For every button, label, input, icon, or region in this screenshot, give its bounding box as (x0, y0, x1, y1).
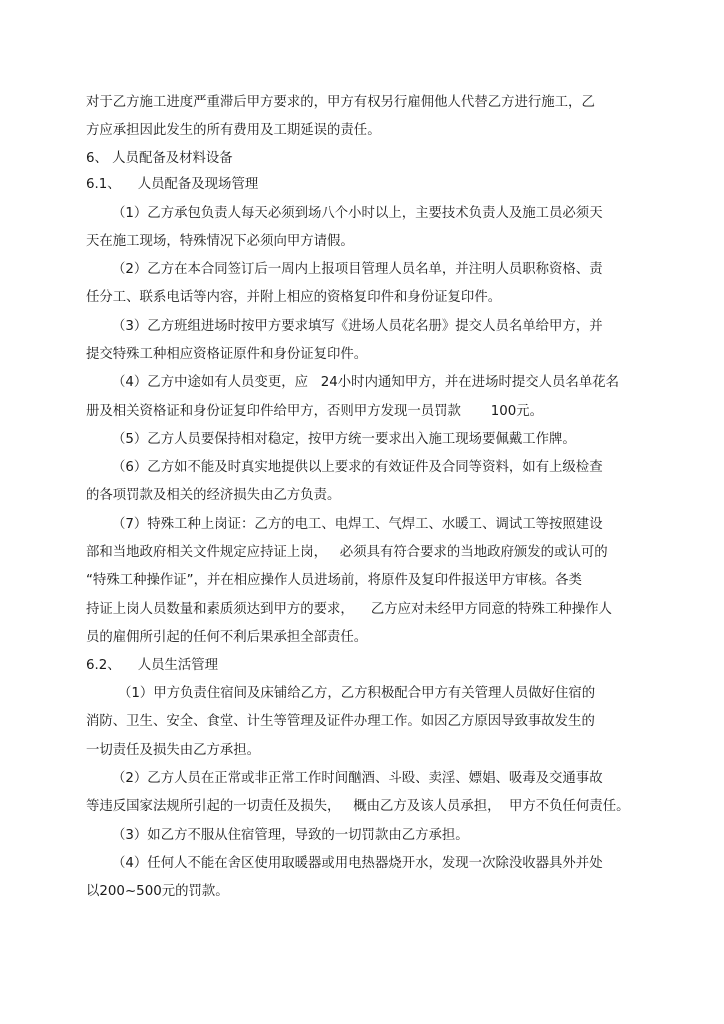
paragraph-line: 等违反国家法规所引起的一切责任及损失， 概由乙方及该人员承担， 甲方不负任何责任。 (86, 799, 630, 814)
paragraph-line: （5）乙方人员要保持相对稳定，按甲方统一要求出入施工现场要佩戴工作牌。 (112, 432, 576, 447)
paragraph-line: （6）乙方如不能及时真实地提供以上要求的有效证件及合同等资料，如有上级检查 (112, 460, 603, 475)
section-heading: 6、 人员配备及材料设备 (86, 151, 233, 166)
paragraph-line: 员的雇佣所引起的任何不利后果承担全部责任。 (86, 630, 368, 645)
paragraph-line: 以200~500元的罚款。 (86, 884, 229, 899)
paragraph-line: （2）乙方人员在正常或非正常工作时间酗酒、斗殴、卖淫、嫖娼、吸毒及交通事故 (112, 771, 603, 786)
paragraph-line: 天在施工现场，特殊情况下必须向甲方请假。 (86, 234, 354, 249)
paragraph-line: （1）乙方承包负责人每天必须到场八个小时以上，主要技术负责人及施工员必须天 (112, 206, 603, 221)
paragraph-line: 持证上岗人员数量和素质须达到甲方的要求， 乙方应对未经甲方同意的特殊工种操作人 (86, 602, 612, 617)
paragraph-line: 方应承担因此发生的所有费用及工期延误的责任。 (86, 123, 381, 138)
subsection-heading: 6.1、 人员配备及现场管理 (86, 177, 259, 192)
paragraph-line: （4）任何人不能在舍区使用取暖器或用电热器烧开水，发现一次除没收器具外并处 (112, 856, 603, 871)
paragraph-line: “特殊工种操作证”，并在相应操作人员进场前，将原件及复印件报送甲方审核。各类 (86, 573, 582, 588)
paragraph-line: （2）乙方在本合同签订后一周内上报项目管理人员名单，并注明人员职称资格、责 (112, 262, 603, 277)
paragraph-line: 消防、卫生、安全、食堂、计生等管理及证件办理工作。如因乙方原因导致事故发生的 (86, 714, 595, 729)
paragraph-line: （3）乙方班组进场时按甲方要求填写《进场人员花名册》提交人员名单给甲方，并 (112, 319, 603, 334)
paragraph-line: （3）如乙方不服从住宿管理，导致的一切罚款由乙方承担。 (112, 828, 469, 843)
paragraph-line: （4）乙方中途如有人员变更，应 24小时内通知甲方，并在进场时提交人员名单花名 (112, 375, 619, 390)
paragraph-line: 册及相关资格证和身份证复印件给甲方，否则甲方发现一员罚款 100元。 (86, 404, 544, 419)
paragraph-line: 提交特殊工种相应资格证原件和身份证复印件。 (86, 347, 368, 362)
paragraph-line: （7）特殊工种上岗证：乙方的电工、电焊工、气焊工、水暖工、调试工等按照建设 (112, 517, 603, 532)
paragraph-line: 一切责任及损失由乙方承担。 (86, 743, 261, 758)
paragraph-line: 的各项罚款及相关的经济损失由乙方负责。 (86, 488, 341, 503)
subsection-heading: 6.2、 人员生活管理 (86, 658, 219, 673)
paragraph-line: 部和当地政府相关文件规定应持证上岗， 必须具有符合要求的当地政府颁发的或认可的 (86, 545, 608, 560)
paragraph-line: 任分工、联系电话等内容，并附上相应的资格复印件和身份证复印件。 (86, 290, 502, 305)
paragraph-line: 对于乙方施工进度严重滞后甲方要求的，甲方有权另行雇佣他人代替乙方进行施工，乙 (86, 95, 595, 110)
paragraph-line: （1）甲方负责住宿间及床铺给乙方，乙方积极配合甲方有关管理人员做好住宿的 (118, 686, 596, 701)
